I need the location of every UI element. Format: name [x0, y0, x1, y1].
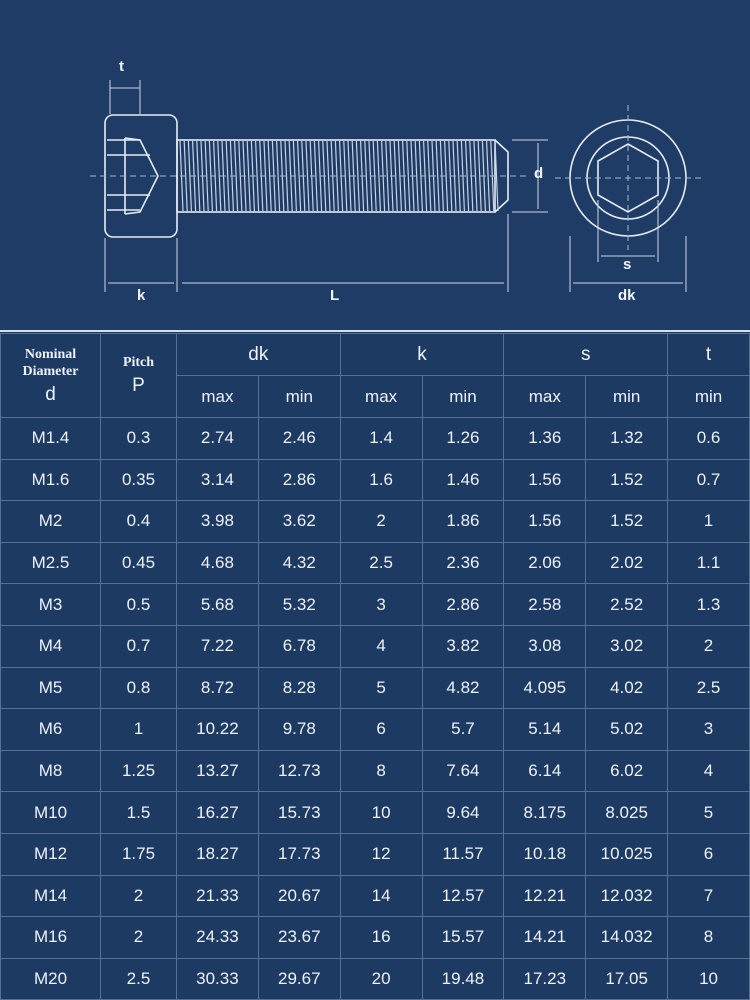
- table-cell: 2.52: [586, 584, 668, 626]
- table-cell: 2: [101, 917, 177, 959]
- table-cell: M5: [1, 667, 101, 709]
- table-cell: M4: [1, 625, 101, 667]
- table-cell: 3.14: [177, 459, 259, 501]
- header-dk-max: max: [177, 376, 259, 418]
- table-cell: 1.36: [504, 418, 586, 460]
- table-cell: 5.14: [504, 709, 586, 751]
- table-cell: 3.98: [177, 501, 259, 543]
- table-row: [1, 418, 750, 460]
- table-row: [1, 750, 750, 792]
- table-cell: 8.72: [177, 667, 259, 709]
- table-cell: 6.02: [586, 750, 668, 792]
- table-cell: 13.27: [177, 750, 259, 792]
- table-cell: 0.3: [101, 418, 177, 460]
- table-cell: 2.58: [504, 584, 586, 626]
- header-pitch-symbol: P: [132, 375, 145, 396]
- table-cell: 3.62: [258, 501, 340, 543]
- table-cell: 12: [340, 833, 422, 875]
- table-cell: 6.14: [504, 750, 586, 792]
- table-cell: 2.46: [258, 418, 340, 460]
- table-cell: 19.48: [422, 958, 504, 1000]
- header-s-min: min: [586, 376, 668, 418]
- table-cell: M3: [1, 584, 101, 626]
- table-cell: 1.56: [504, 501, 586, 543]
- table-cell: 17.73: [258, 833, 340, 875]
- table-cell: 3.82: [422, 625, 504, 667]
- table-cell: 12.032: [586, 875, 668, 917]
- table-cell: 0.4: [101, 501, 177, 543]
- table-cell: 2.5: [340, 542, 422, 584]
- table-cell: 5.68: [177, 584, 259, 626]
- header-dk-min: min: [258, 376, 340, 418]
- table-cell: 2.36: [422, 542, 504, 584]
- screw-diagram-svg: [0, 0, 750, 330]
- table-row: [1, 792, 750, 834]
- table-cell: 30.33: [177, 958, 259, 1000]
- table-cell: 2.86: [422, 584, 504, 626]
- table-cell: 2.02: [586, 542, 668, 584]
- table-cell: 10.025: [586, 833, 668, 875]
- header-k-min: min: [422, 376, 504, 418]
- table-cell: 1.1: [668, 542, 750, 584]
- table-row: [1, 833, 750, 875]
- table-cell: M1.4: [1, 418, 101, 460]
- table-row: [1, 501, 750, 543]
- table-cell: M8: [1, 750, 101, 792]
- table-cell: 20.67: [258, 875, 340, 917]
- table-cell: 2.86: [258, 459, 340, 501]
- header-group-k: k: [340, 334, 504, 376]
- table-cell: 1.5: [101, 792, 177, 834]
- table-cell: 14: [340, 875, 422, 917]
- dimension-label-s: s: [623, 256, 632, 273]
- table-cell: 1: [101, 709, 177, 751]
- header-group-t: t: [668, 334, 750, 376]
- table-cell: 0.6: [668, 418, 750, 460]
- table-cell: 0.45: [101, 542, 177, 584]
- table-cell: 16.27: [177, 792, 259, 834]
- table-cell: 2.06: [504, 542, 586, 584]
- dimension-label-k: k: [137, 287, 146, 304]
- dimension-spec-table: [0, 333, 750, 1000]
- table-cell: 7: [668, 875, 750, 917]
- table-cell: 9.64: [422, 792, 504, 834]
- table-cell: 8.025: [586, 792, 668, 834]
- table-cell: 3.02: [586, 625, 668, 667]
- table-cell: 6: [668, 833, 750, 875]
- dimension-label-L: L: [330, 287, 340, 304]
- header-nominal-label: Nominal Diameter: [22, 346, 79, 379]
- table-cell: M20: [1, 958, 101, 1000]
- dimension-label-dk: dk: [618, 287, 636, 304]
- table-cell: 15.73: [258, 792, 340, 834]
- table-cell: 17.05: [586, 958, 668, 1000]
- dimension-label-d: d: [534, 165, 544, 182]
- table-cell: 2: [340, 501, 422, 543]
- table-cell: 11.57: [422, 833, 504, 875]
- table-body: [1, 418, 750, 1000]
- table-cell: 4.095: [504, 667, 586, 709]
- table-row: [1, 958, 750, 1000]
- header-t-min: min: [668, 376, 750, 418]
- table-cell: 4.32: [258, 542, 340, 584]
- table-cell: 2.5: [101, 958, 177, 1000]
- table-cell: 4.68: [177, 542, 259, 584]
- dimension-label-t: t: [119, 58, 124, 75]
- table-cell: 4.02: [586, 667, 668, 709]
- table-cell: 2.74: [177, 418, 259, 460]
- header-pitch-label: Pitch: [122, 355, 155, 370]
- table-cell: 5: [340, 667, 422, 709]
- table-cell: 1.52: [586, 459, 668, 501]
- header-k-max: max: [340, 376, 422, 418]
- table-cell: 1.3: [668, 584, 750, 626]
- table-cell: M10: [1, 792, 101, 834]
- table-cell: 1.56: [504, 459, 586, 501]
- table-cell: 0.7: [101, 625, 177, 667]
- header-nominal-symbol: d: [45, 383, 56, 405]
- table-cell: 1.25: [101, 750, 177, 792]
- table-cell: 6: [340, 709, 422, 751]
- table-cell: 18.27: [177, 833, 259, 875]
- table-cell: 8: [340, 750, 422, 792]
- table-row: [1, 459, 750, 501]
- table-row: [1, 584, 750, 626]
- table-cell: 3: [668, 709, 750, 751]
- table-cell: 21.33: [177, 875, 259, 917]
- table-cell: 9.78: [258, 709, 340, 751]
- table-cell: 1.26: [422, 418, 504, 460]
- table-row: [1, 917, 750, 959]
- table-cell: M1.6: [1, 459, 101, 501]
- table-cell: 12.57: [422, 875, 504, 917]
- table-cell: 10.18: [504, 833, 586, 875]
- table-cell: 0.5: [101, 584, 177, 626]
- table-cell: 4: [340, 625, 422, 667]
- table-cell: 24.33: [177, 917, 259, 959]
- table-cell: 10: [668, 958, 750, 1000]
- table-cell: M14: [1, 875, 101, 917]
- table-row: [1, 709, 750, 751]
- table-cell: 20: [340, 958, 422, 1000]
- screw-technical-drawing: [0, 0, 750, 332]
- header-group-dk: dk: [177, 334, 341, 376]
- header-pitch: [101, 334, 177, 418]
- table-cell: 16: [340, 917, 422, 959]
- table-cell: 1.46: [422, 459, 504, 501]
- table-cell: 2: [668, 625, 750, 667]
- table-cell: 17.23: [504, 958, 586, 1000]
- table-cell: 8.28: [258, 667, 340, 709]
- table-cell: 2.5: [668, 667, 750, 709]
- table-cell: 3: [340, 584, 422, 626]
- table-cell: 6.78: [258, 625, 340, 667]
- table-cell: 0.8: [101, 667, 177, 709]
- table-cell: 7.64: [422, 750, 504, 792]
- table-cell: 14.032: [586, 917, 668, 959]
- table-cell: M16: [1, 917, 101, 959]
- table-cell: 14.21: [504, 917, 586, 959]
- table-cell: 23.67: [258, 917, 340, 959]
- table-cell: 7.22: [177, 625, 259, 667]
- table-cell: 5.7: [422, 709, 504, 751]
- table-cell: 10.22: [177, 709, 259, 751]
- table-cell: 3.08: [504, 625, 586, 667]
- table-cell: 15.57: [422, 917, 504, 959]
- table-cell: 5.02: [586, 709, 668, 751]
- table-cell: 8.175: [504, 792, 586, 834]
- table-cell: 0.7: [668, 459, 750, 501]
- table-cell: 1: [668, 501, 750, 543]
- table-cell: 5: [668, 792, 750, 834]
- table-cell: 1.4: [340, 418, 422, 460]
- header-group-s: s: [504, 334, 668, 376]
- table-cell: 5.32: [258, 584, 340, 626]
- table-cell: 0.35: [101, 459, 177, 501]
- table-cell: 4: [668, 750, 750, 792]
- table-cell: M12: [1, 833, 101, 875]
- header-s-max: max: [504, 376, 586, 418]
- table-cell: 4.82: [422, 667, 504, 709]
- table-row: [1, 625, 750, 667]
- table-cell: 12.21: [504, 875, 586, 917]
- table-cell: 10: [340, 792, 422, 834]
- table-cell: 1.32: [586, 418, 668, 460]
- table-cell: 1.75: [101, 833, 177, 875]
- table-cell: 1.6: [340, 459, 422, 501]
- table-cell: 2: [101, 875, 177, 917]
- table-cell: 29.67: [258, 958, 340, 1000]
- table-cell: M6: [1, 709, 101, 751]
- table-row: [1, 667, 750, 709]
- table-row: [1, 542, 750, 584]
- table-cell: M2: [1, 501, 101, 543]
- table-cell: 12.73: [258, 750, 340, 792]
- table-cell: 1.52: [586, 501, 668, 543]
- table-cell: M2.5: [1, 542, 101, 584]
- table-row: [1, 875, 750, 917]
- header-nominal-diameter: [1, 334, 101, 418]
- table-cell: 8: [668, 917, 750, 959]
- table-cell: 1.86: [422, 501, 504, 543]
